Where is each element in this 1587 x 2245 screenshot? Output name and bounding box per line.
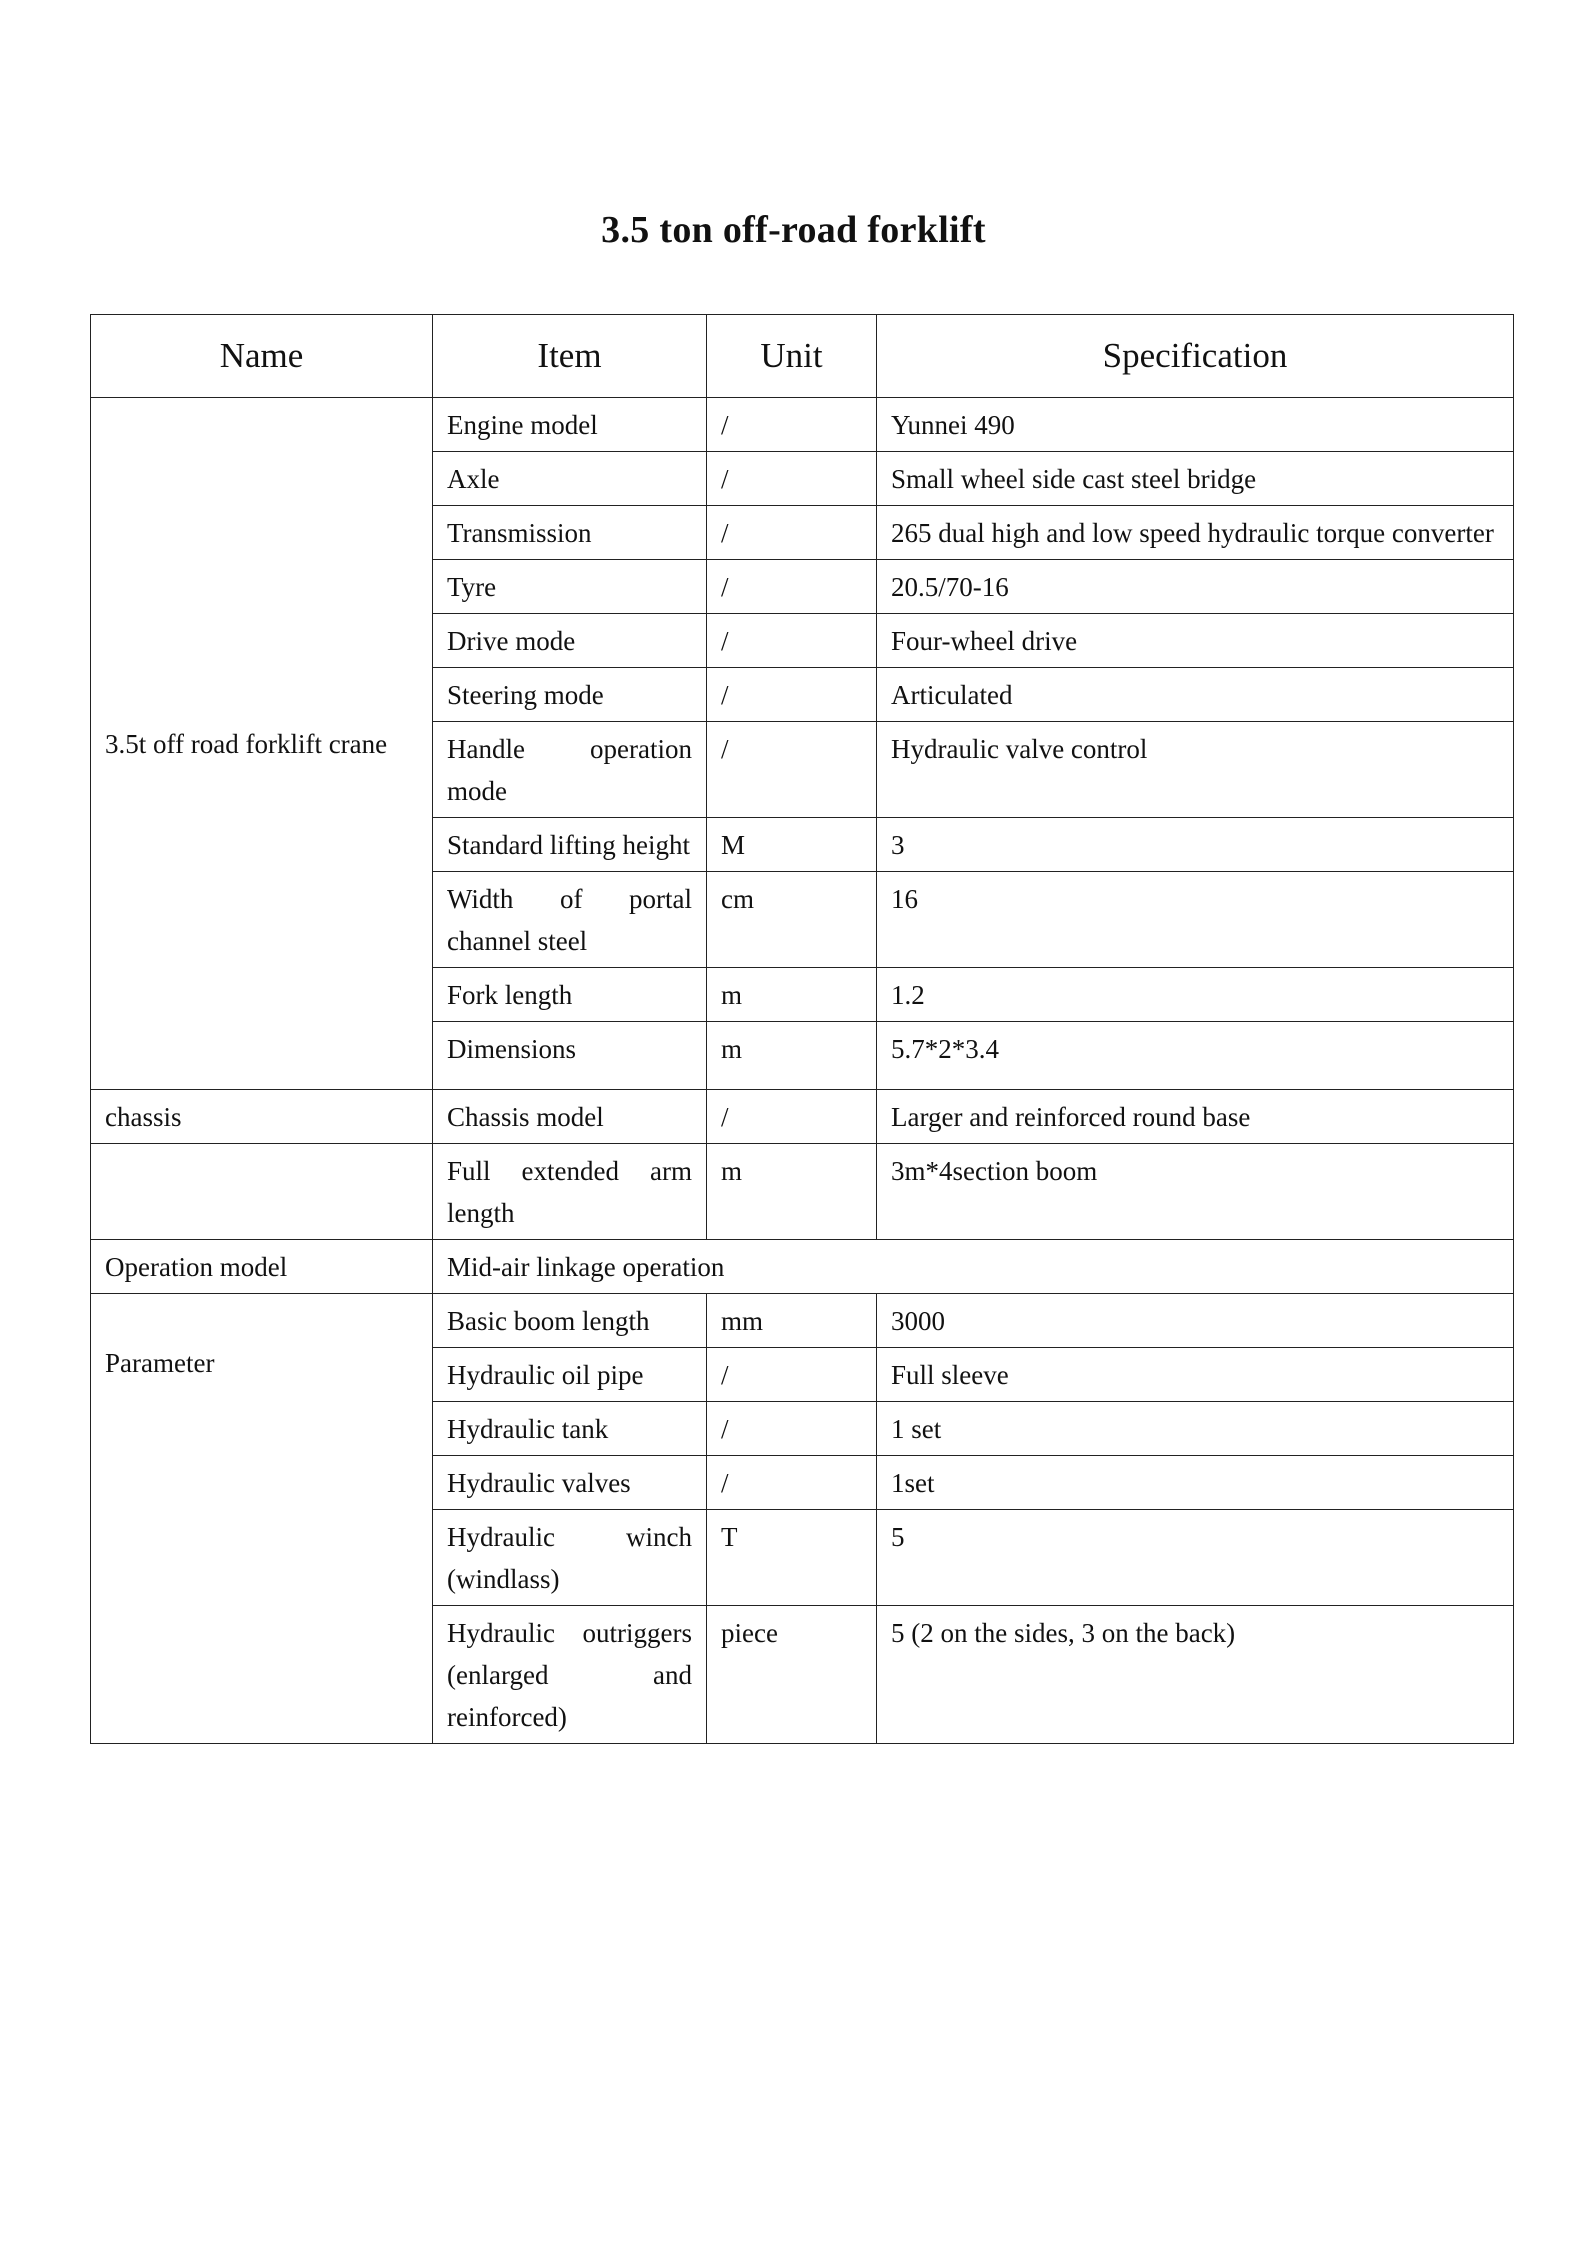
spec-cell: 265 dual high and low speed hydraulic torque converter (877, 506, 1514, 560)
unit-cell: / (707, 560, 877, 614)
header-item: Item (433, 315, 707, 398)
spec-cell: Hydraulic valve control (877, 722, 1514, 818)
item-cell: Transmission (433, 506, 707, 560)
unit-cell: mm (707, 1294, 877, 1348)
spec-cell: 5 (877, 1510, 1514, 1606)
page-title: 3.5 ton off-road forklift (601, 209, 986, 251)
item-cell: Drive mode (433, 614, 707, 668)
item-cell: Hydraulic oil pipe (433, 1348, 707, 1402)
item-cell: Basic boom length (433, 1294, 707, 1348)
item-cell: Dimensions (433, 1022, 707, 1090)
spec-cell: Full sleeve (877, 1348, 1514, 1402)
group-name-chassis: chassis (91, 1090, 433, 1144)
unit-cell: / (707, 506, 877, 560)
header-specification: Specification (877, 315, 1514, 398)
item-cell: Hydraulic tank (433, 1402, 707, 1456)
spec-cell: 1 set (877, 1402, 1514, 1456)
header-name: Name (91, 315, 433, 398)
spec-cell: Four-wheel drive (877, 614, 1514, 668)
unit-cell: m (707, 968, 877, 1022)
table-row (91, 1294, 1514, 1348)
spec-cell: 3m*4section boom (877, 1144, 1514, 1240)
header-unit: Unit (707, 315, 877, 398)
item-cell: Axle (433, 452, 707, 506)
group-name-empty (91, 1144, 433, 1240)
spec-cell: 3 (877, 818, 1514, 872)
item-cell: Steering mode (433, 668, 707, 722)
operation-value-cell: Mid-air linkage operation (433, 1240, 1514, 1294)
item-cell: Fork length (433, 968, 707, 1022)
unit-cell: M (707, 818, 877, 872)
item-cell: Hydraulic outriggers (enlarged and reinforced) (433, 1606, 707, 1744)
unit-cell: cm (707, 872, 877, 968)
unit-cell: / (707, 614, 877, 668)
table-header-row (91, 315, 1514, 398)
spec-cell: Small wheel side cast steel bridge (877, 452, 1514, 506)
spec-cell: 5 (2 on the sides, 3 on the back) (877, 1606, 1514, 1744)
unit-cell: T (707, 1510, 877, 1606)
item-cell: Engine model (433, 398, 707, 452)
spec-cell: Larger and reinforced round base (877, 1090, 1514, 1144)
item-cell: Hydraulic valves (433, 1456, 707, 1510)
group-name-forklift: 3.5t off road forklift crane (91, 398, 433, 1090)
unit-cell: m (707, 1022, 877, 1090)
item-cell: Handle operation mode (433, 722, 707, 818)
item-cell: Width of portal channel steel (433, 872, 707, 968)
unit-cell: / (707, 1456, 877, 1510)
unit-cell: piece (707, 1606, 877, 1744)
unit-cell: m (707, 1144, 877, 1240)
spec-cell: 3000 (877, 1294, 1514, 1348)
unit-cell: / (707, 668, 877, 722)
unit-cell: / (707, 1090, 877, 1144)
unit-cell: / (707, 1348, 877, 1402)
spec-cell: 16 (877, 872, 1514, 968)
item-cell: Hydraulic winch (windlass) (433, 1510, 707, 1606)
spec-cell: Articulated (877, 668, 1514, 722)
item-cell: Standard lifting height (433, 818, 707, 872)
table-row (91, 1144, 1514, 1240)
item-cell: Full extended arm length (433, 1144, 707, 1240)
unit-cell: / (707, 1402, 877, 1456)
table-row (91, 1090, 1514, 1144)
item-cell: Chassis model (433, 1090, 707, 1144)
unit-cell: / (707, 452, 877, 506)
spec-cell: 5.7*2*3.4 (877, 1022, 1514, 1090)
unit-cell: / (707, 722, 877, 818)
spec-cell: 1.2 (877, 968, 1514, 1022)
table-row (91, 1240, 1514, 1294)
spec-cell: 20.5/70-16 (877, 560, 1514, 614)
item-cell: Tyre (433, 560, 707, 614)
spec-cell: 1set (877, 1456, 1514, 1510)
table-row (91, 398, 1514, 452)
group-name-parameter: Parameter (91, 1294, 433, 1744)
unit-cell: / (707, 398, 877, 452)
specification-table (90, 314, 1514, 1744)
group-name-operation: Operation model (91, 1240, 433, 1294)
spec-cell: Yunnei 490 (877, 398, 1514, 452)
